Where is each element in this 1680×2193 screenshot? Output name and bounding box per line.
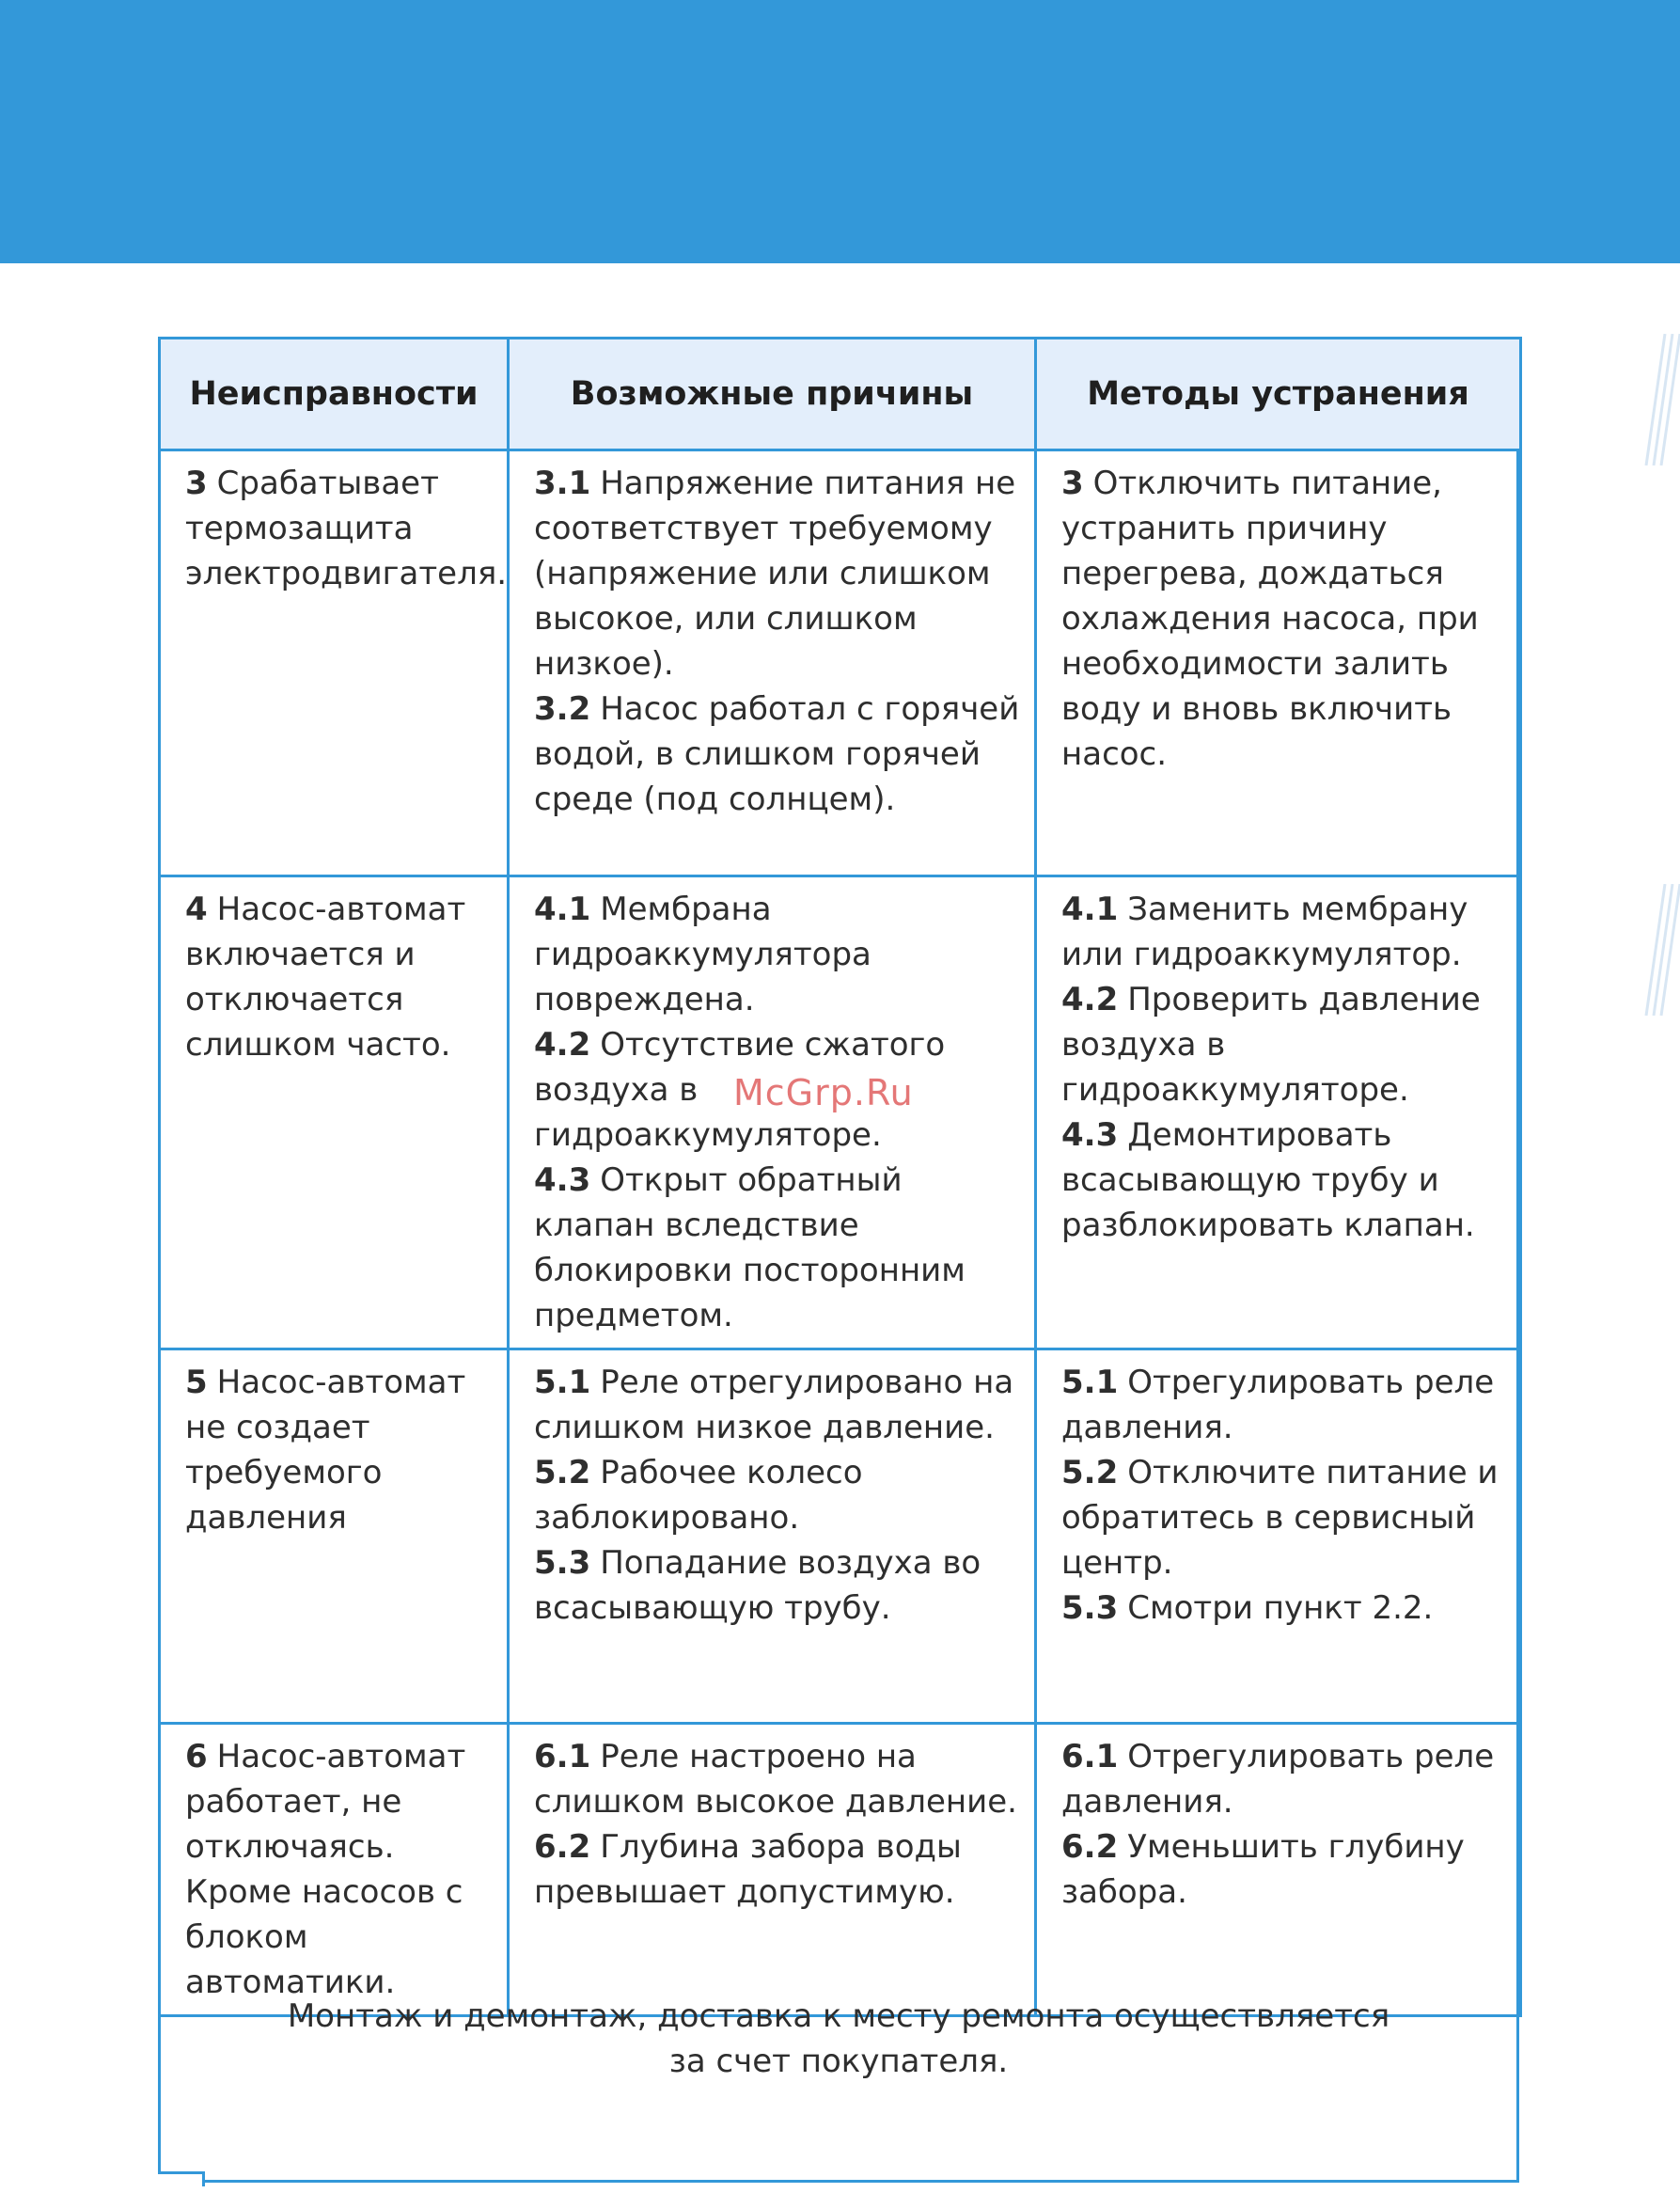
remedy-item xyxy=(1061,1112,1506,1248)
cause-number: 5.1 xyxy=(534,1364,591,1401)
causes-cell xyxy=(509,1349,1036,1724)
decorative-stripes-bottom xyxy=(1642,884,1680,1016)
cause-text: Открыт обратный клапан вследствие блокировки посторонним предметом. xyxy=(534,1161,966,1334)
cause-text: Мембрана гидроаккумулятора повреждена. xyxy=(534,891,871,1018)
footer-note xyxy=(158,1994,1519,2084)
cause-item xyxy=(534,1824,1021,1915)
frame-notch-edge xyxy=(158,2171,205,2174)
fault-text: Насос-автомат не создает требуемого давления xyxy=(185,1364,466,1537)
fault-number: 5 xyxy=(185,1364,208,1401)
fault-number: 6 xyxy=(185,1738,208,1775)
frame-notch xyxy=(155,2174,202,2193)
frame-notch-edge-vertical xyxy=(202,2174,205,2186)
remedy-item xyxy=(1061,1734,1506,1824)
cause-text: Реле настроено на слишком высокое давление. xyxy=(534,1738,1017,1821)
cause-item xyxy=(534,1540,1021,1631)
cause-number: 4.3 xyxy=(534,1161,591,1199)
cause-item xyxy=(534,1450,1021,1540)
table-row xyxy=(160,1349,1521,1724)
cause-number: 6.1 xyxy=(534,1738,591,1775)
remedy-text: Отключите питание и обратитесь в сервисный центр. xyxy=(1061,1454,1499,1582)
fault-number: 3 xyxy=(185,465,208,502)
remedy-number: 4.1 xyxy=(1061,891,1119,928)
remedy-number: 5.3 xyxy=(1061,1589,1119,1627)
footer-line-2: за счет покупателя. xyxy=(668,2043,1009,2080)
remedy-number: 3 xyxy=(1061,465,1084,502)
remedy-text: Отключить питание, устранить причину перегрева, дождаться охлаждения насоса, при необходимости залить воду и вновь включить насос. xyxy=(1061,465,1479,773)
cause-number: 6.2 xyxy=(534,1828,591,1866)
cause-number: 5.3 xyxy=(534,1544,591,1582)
watermark: McGrp.Ru xyxy=(733,1072,914,1113)
cause-text: Реле отрегулировано на слишком низкое давление. xyxy=(534,1364,1014,1446)
remedy-number: 5.1 xyxy=(1061,1364,1119,1401)
causes-cell xyxy=(509,1724,1036,2016)
cause-item xyxy=(534,1158,1021,1338)
header-faults: Неисправности xyxy=(160,339,509,450)
remedy-text: Проверить давление воздуха в гидроаккумуляторе. xyxy=(1061,981,1481,1109)
fault-text: Насос-автомат включается и отключается слишком часто. xyxy=(185,891,466,1064)
remedy-number: 4.2 xyxy=(1061,981,1119,1018)
fault-cell xyxy=(160,450,509,876)
remedy-text: Уменьшить глубину забора. xyxy=(1061,1828,1465,1911)
fault-cell xyxy=(160,1349,509,1724)
table-row xyxy=(160,1724,1521,2016)
fault-cell xyxy=(160,1724,509,2016)
table-header-row xyxy=(160,339,1521,450)
cause-text: Отсутствие сжатого воздуха в гидроаккумуляторе. xyxy=(534,1026,946,1154)
cause-item xyxy=(534,1734,1021,1824)
fault-cell xyxy=(160,876,509,1349)
remedies-cell xyxy=(1036,876,1521,1349)
table-row xyxy=(160,450,1521,876)
remedy-text: Смотри пункт 2.2. xyxy=(1127,1589,1434,1627)
footer-line-1: Монтаж и демонтаж, доставка к месту ремонта осуществляется xyxy=(287,1997,1390,2035)
remedy-item xyxy=(1061,461,1506,777)
cause-number: 5.2 xyxy=(534,1454,591,1491)
remedy-number: 6.1 xyxy=(1061,1738,1119,1775)
remedy-text: Отрегулировать реле давления. xyxy=(1061,1738,1495,1821)
remedy-number: 5.2 xyxy=(1061,1454,1119,1491)
fault-number: 4 xyxy=(185,891,208,928)
header-remedies: Методы устранения xyxy=(1036,339,1521,450)
remedies-cell xyxy=(1036,1349,1521,1724)
cause-item xyxy=(534,461,1021,686)
cause-text: Насос работал с горячей водой, в слишком горячей среде (под солнцем). xyxy=(534,690,1020,818)
causes-cell xyxy=(509,450,1036,876)
remedy-item xyxy=(1061,1586,1506,1631)
remedy-item xyxy=(1061,1824,1506,1915)
cause-text: Рабочее колесо заблокировано. xyxy=(534,1454,863,1537)
remedies-cell xyxy=(1036,450,1521,876)
remedies-cell xyxy=(1036,1724,1521,2016)
fault-text: Насос-автомат работает, не отключаясь. Кроме насосов с блоком автоматики. xyxy=(185,1738,466,2001)
decorative-stripes-top xyxy=(1642,334,1680,465)
cause-number: 3.1 xyxy=(534,465,591,502)
fault-text: Срабатывает термозащита электродвигателя. xyxy=(185,465,508,592)
cause-number: 4.1 xyxy=(534,891,591,928)
cause-text: Попадание воздуха во всасывающую трубу. xyxy=(534,1544,981,1627)
remedy-text: Отрегулировать реле давления. xyxy=(1061,1364,1495,1446)
cause-item xyxy=(534,1360,1021,1450)
cause-number: 3.2 xyxy=(534,690,591,728)
header-causes: Возможные причины xyxy=(509,339,1036,450)
cause-item xyxy=(534,686,1021,822)
troubleshooting-table xyxy=(158,337,1522,2017)
remedy-text: Заменить мембрану или гидроаккумулятор. xyxy=(1061,891,1468,973)
remedy-item xyxy=(1061,1450,1506,1586)
remedy-item xyxy=(1061,1360,1506,1450)
remedy-number: 4.3 xyxy=(1061,1116,1119,1154)
header-band xyxy=(0,0,1680,263)
cause-text: Глубина забора воды превышает допустимую. xyxy=(534,1828,962,1911)
cause-item xyxy=(534,887,1021,1022)
cause-number: 4.2 xyxy=(534,1026,591,1064)
remedy-number: 6.2 xyxy=(1061,1828,1119,1866)
remedy-item xyxy=(1061,977,1506,1112)
remedy-item xyxy=(1061,887,1506,977)
cause-text: Напряжение питания не соответствует требуемому (напряжение или слишком высокое, или слишком низкое). xyxy=(534,465,1016,683)
remedy-text: Демонтировать всасывающую трубу и разблокировать клапан. xyxy=(1061,1116,1475,1244)
